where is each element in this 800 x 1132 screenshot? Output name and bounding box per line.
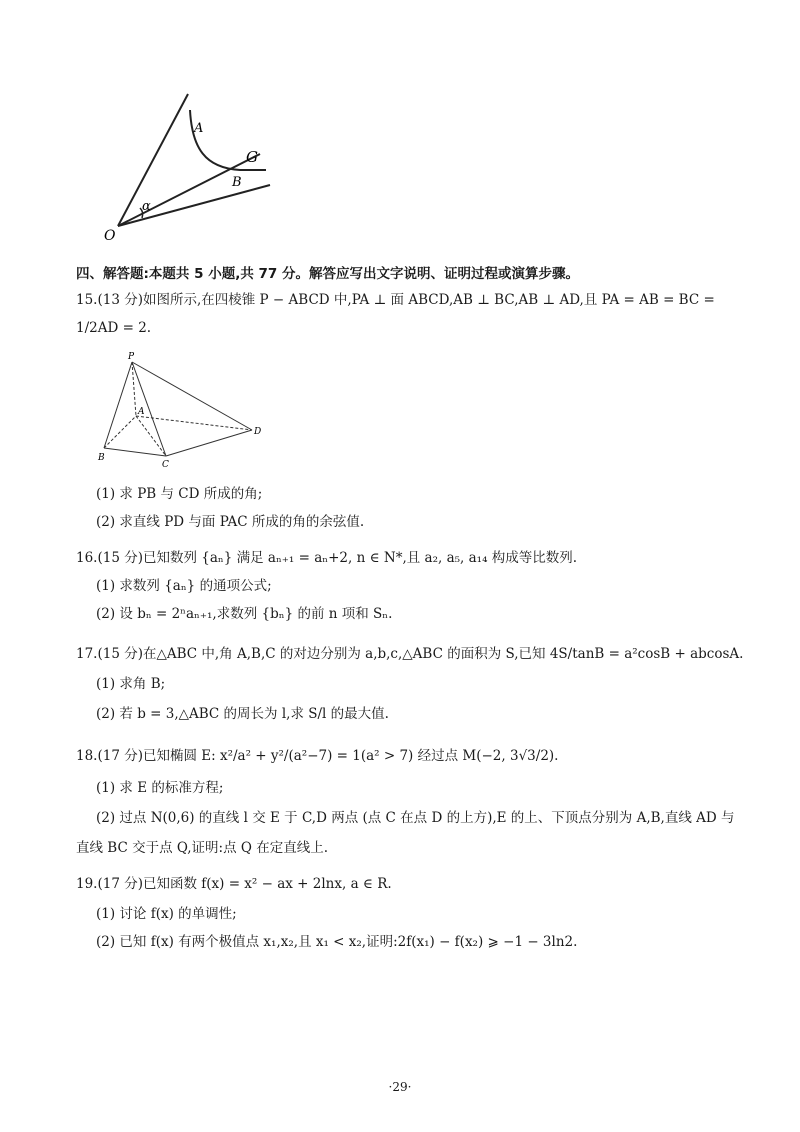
label-G: G bbox=[246, 148, 258, 166]
label-P: P bbox=[128, 352, 135, 362]
label-A: A bbox=[194, 121, 204, 136]
problem-15-stem: 15.(13 分)如图所示,在四棱锥 P − ABCD 中,PA ⊥ 面 ABCD,AB ⊥ BC,AB ⊥ AD,且 PA = AB = BC = bbox=[76, 292, 715, 308]
section-heading: 四、解答题:本题共 5 小题,共 77 分。解答应写出文字说明、证明过程或演算步骤。 bbox=[76, 266, 580, 282]
label-O: O bbox=[104, 228, 116, 244]
problem-16-part-1: (1) 求数列 {aₙ} 的通项公式; bbox=[96, 578, 272, 594]
problem-16-stem: 16.(15 分)已知数列 {aₙ} 满足 aₙ₊₁ = aₙ+2, n ∈ N*,且 a₂, a₅, a₁₄ 构成等比数列. bbox=[76, 550, 578, 566]
label-alpha: α bbox=[142, 199, 151, 214]
problem-17-part-2: (2) 若 b = 3,△ABC 的周长为 l,求 S/l 的最大值. bbox=[96, 706, 389, 722]
pyramid-figure bbox=[96, 350, 276, 470]
label-B: B bbox=[232, 175, 242, 190]
label-C: C bbox=[162, 460, 169, 470]
ray-lower bbox=[118, 185, 270, 226]
problem-15-stem-2: 1/2AD = 2. bbox=[76, 320, 152, 336]
problem-15-part-1: (1) 求 PB 与 CD 所成的角; bbox=[96, 486, 263, 502]
ray-middle bbox=[118, 154, 260, 226]
page-number: ·29· bbox=[388, 1080, 412, 1094]
label-D: D bbox=[254, 427, 262, 437]
label-B2: B bbox=[98, 453, 105, 463]
angle-curve-figure bbox=[100, 88, 280, 248]
problem-16-part-2: (2) 设 bₙ = 2ⁿaₙ₊₁,求数列 {bₙ} 的前 n 项和 Sₙ. bbox=[96, 606, 393, 622]
problem-18-part-2: (2) 过点 N(0,6) 的直线 l 交 E 于 C,D 两点 (点 C 在点 D 的上方),E 的上、下顶点分别为 A,B,直线 AD 与 bbox=[96, 810, 735, 826]
ray-upper bbox=[118, 94, 188, 226]
problem-15-part-2: (2) 求直线 PD 与面 PAC 所成的角的余弦值. bbox=[96, 514, 365, 530]
problem-19-stem: 19.(17 分)已知函数 f(x) = x² − ax + 2lnx, a ∈ R. bbox=[76, 876, 392, 892]
problem-17-stem: 17.(15 分)在△ABC 中,角 A,B,C 的对边分别为 a,b,c,△ABC 的面积为 S,已知 4S/tanB = a²cosB + abcosA. bbox=[76, 646, 744, 662]
problem-18-part-1: (1) 求 E 的标准方程; bbox=[96, 780, 224, 796]
problem-19-part-2: (2) 已知 f(x) 有两个极值点 x₁,x₂,且 x₁ < x₂,证明:2f(x₁) − f(x₂) ⩾ −1 − 3ln2. bbox=[96, 934, 578, 950]
problem-17-part-1: (1) 求角 B; bbox=[96, 676, 166, 692]
problem-18-stem: 18.(17 分)已知椭圆 E: x²/a² + y²/(a²−7) = 1(a² > 7) 经过点 M(−2, 3√3/2). bbox=[76, 748, 559, 764]
problem-19-part-1: (1) 讨论 f(x) 的单调性; bbox=[96, 906, 237, 922]
problem-18-part-2-cont: 直线 BC 交于点 Q,证明:点 Q 在定直线上. bbox=[76, 840, 329, 856]
label-A2: A bbox=[138, 407, 145, 417]
